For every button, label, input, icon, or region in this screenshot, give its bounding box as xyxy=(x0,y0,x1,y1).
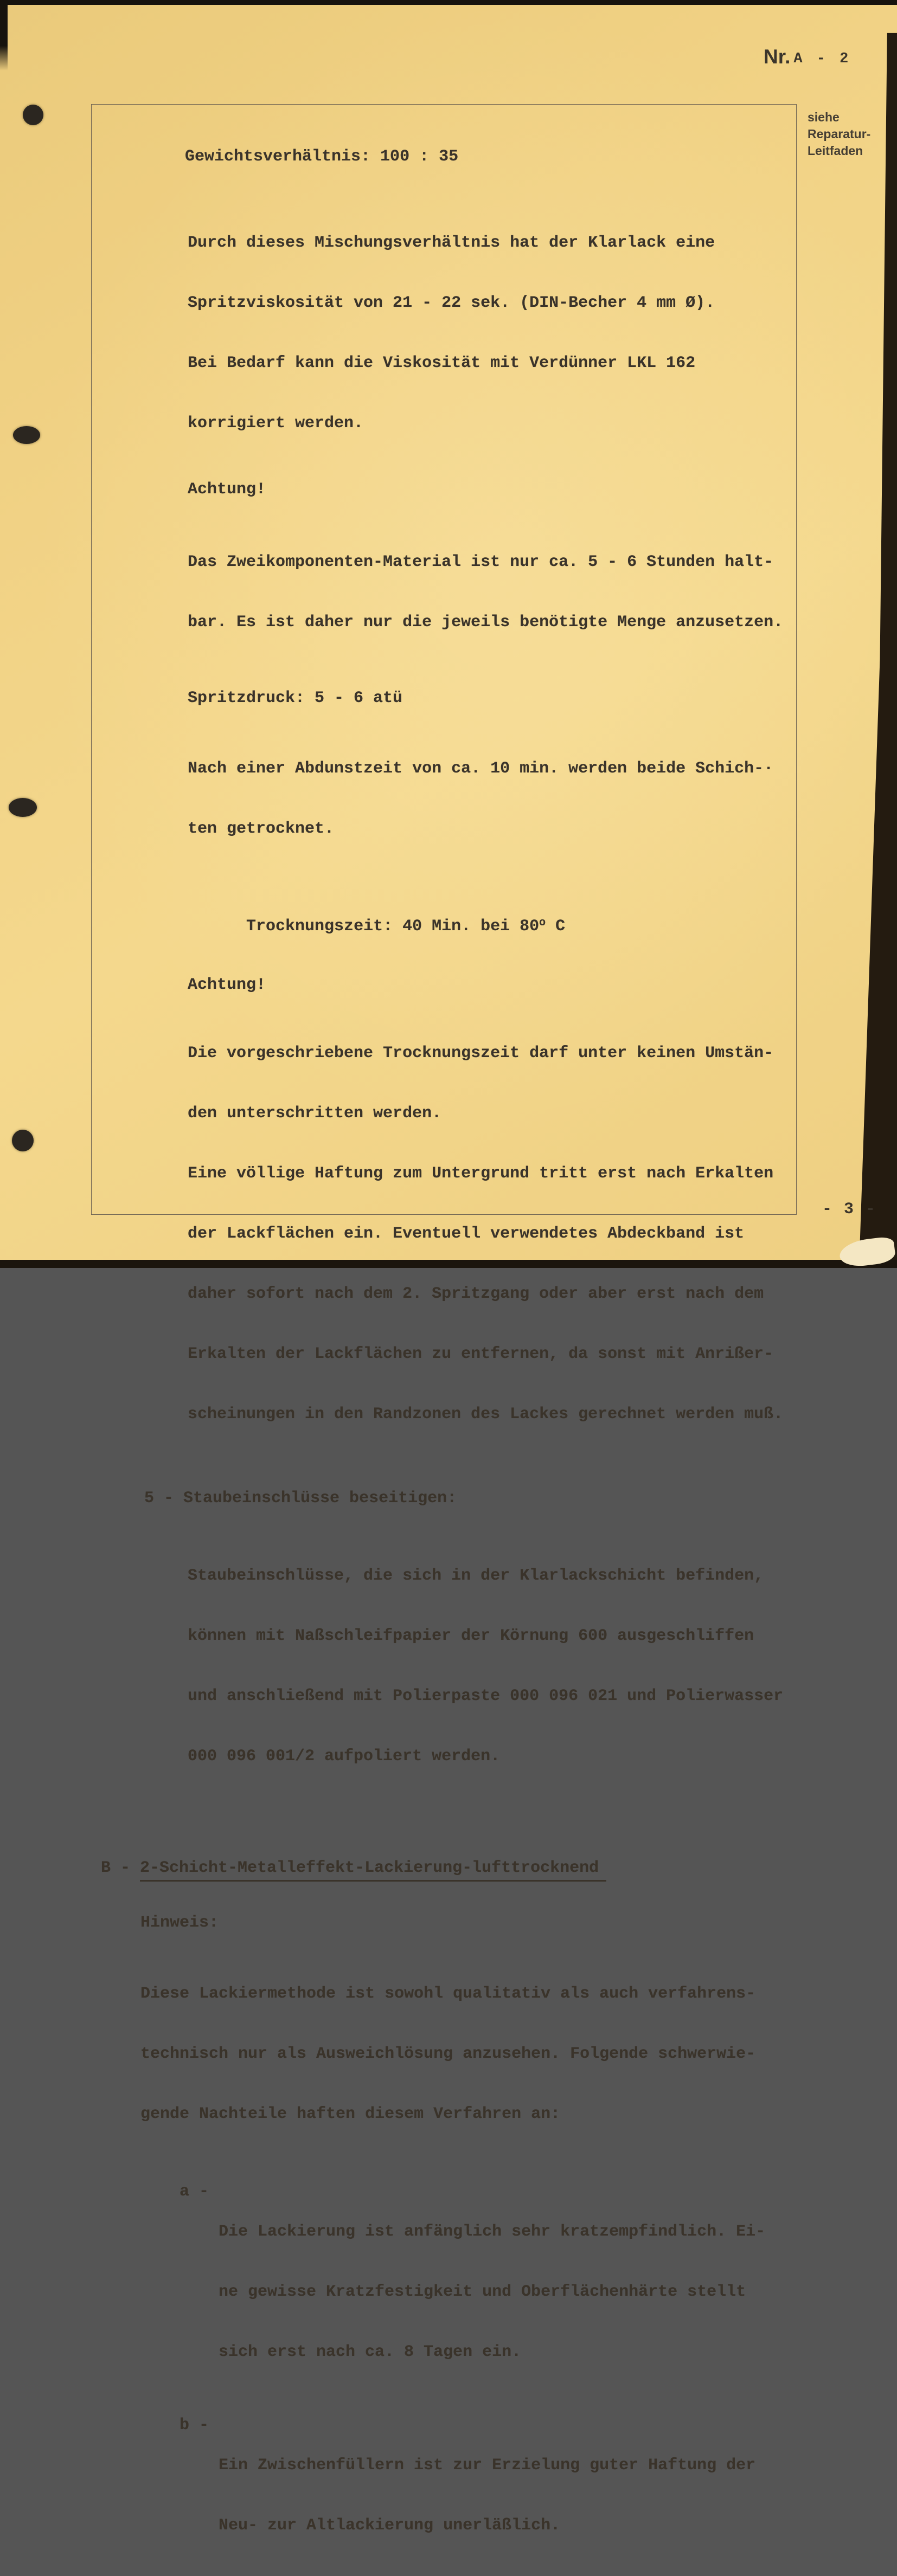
list-item-a-marker: a - xyxy=(180,2182,219,2201)
punch-hole xyxy=(13,426,40,444)
text-line: Durch dieses Mischungsverhältnis hat der Klarlack eine xyxy=(188,234,715,252)
punch-hole xyxy=(12,1130,34,1151)
punch-hole xyxy=(23,105,43,125)
text-line: können mit Naßschleifpapier der Körnung 600 ausgeschliffen xyxy=(188,1627,754,1645)
note-paragraph xyxy=(140,1944,796,2165)
text-line: Nach einer Abdunstzeit von ca. 10 min. werden beide Schich-· xyxy=(188,759,774,778)
mixing-ratio-line: Gewichtsverhältnis: 100 : 35 xyxy=(185,147,459,166)
warning-heading: Achtung! xyxy=(188,976,266,994)
list-item-b xyxy=(180,2416,796,2576)
list-item-b-body xyxy=(219,2416,755,2576)
text-line: ne gewisse Kratzfestigkeit und Oberflächenhärte stellt xyxy=(219,2283,746,2301)
doc-number-value: A - 2 xyxy=(793,51,851,67)
list-item-5-heading: 5 - Staubeinschlüsse beseitigen: xyxy=(144,1489,457,1508)
text-line: scheinungen in den Randzonen des Lackes gerechnet werden muß. xyxy=(188,1405,784,1424)
drying-time-text: Trocknungszeit: 40 Min. bei 80 xyxy=(246,917,540,936)
list-item-a xyxy=(180,2182,796,2403)
text-line: den unterschritten werden. xyxy=(188,1104,442,1123)
drying-rules-paragraph xyxy=(188,1003,796,1465)
degree-superscript: o xyxy=(539,917,546,929)
text-line: und anschließend mit Polierpaste 000 096 021 und Polierwasser xyxy=(188,1687,784,1705)
scan-edge-right xyxy=(859,0,897,1268)
punch-hole xyxy=(9,798,37,817)
text-line: Die vorgeschriebene Trocknungszeit darf unter keinen Umstän- xyxy=(188,1044,774,1062)
section-b-title: 2-Schicht-Metalleffekt-Lackierung-lufttrocknend xyxy=(140,1858,606,1882)
text-line: Bei Bedarf kann die Viskosität mit Verdünner LKL 162 xyxy=(188,354,696,372)
margin-note-line: siehe xyxy=(808,110,840,124)
viscosity-paragraph xyxy=(188,193,796,474)
text-line: Diese Lackiermethode ist sowohl qualitativ als auch verfahrens- xyxy=(140,1985,756,2003)
text-line: 000 096 001/2 aufpoliert werden. xyxy=(188,1747,501,1766)
text-line: technisch nur als Ausweichlösung anzusehen. Folgende schwerwie- xyxy=(140,2045,756,2063)
section-b-heading xyxy=(101,1858,796,1882)
text-line: korrigiert werden. xyxy=(188,414,364,433)
text-line: Das Zweikomponenten-Material ist nur ca. 5 - 6 Stunden halt- xyxy=(188,553,774,571)
text-line: gende Nachteile haften diesem Verfahren an: xyxy=(140,2105,561,2123)
margin-note-line: Leitfaden xyxy=(808,144,863,158)
pot-life-paragraph xyxy=(188,512,796,673)
page-number: - 3 - xyxy=(822,1200,877,1219)
doc-number xyxy=(764,46,851,68)
text-line: sich erst nach ca. 8 Tagen ein. xyxy=(219,2343,522,2361)
text-line: Neu- zur Altlackierung unerläßlich. xyxy=(219,2516,561,2535)
text-line: daher sofort nach dem 2. Spritzgang oder aber erst nach dem xyxy=(188,1285,764,1303)
dust-removal-paragraph xyxy=(188,1526,796,1807)
doc-number-label: Nr. xyxy=(764,46,791,68)
content-frame xyxy=(91,104,797,2535)
margin-note xyxy=(808,109,870,159)
margin-note-line: Reparatur- xyxy=(808,127,871,141)
text-line: Staubeinschlüsse, die sich in der Klarlackschicht befinden, xyxy=(188,1567,764,1585)
flash-off-paragraph xyxy=(188,719,796,879)
text-line: Die Lackierung ist anfänglich sehr kratzempfindlich. Ei- xyxy=(219,2223,766,2241)
scan-edge-left xyxy=(0,0,8,70)
text-line: Spritzviskosität von 21 - 22 sek. (DIN-Becher 4 mm Ø). xyxy=(188,294,715,312)
list-item-a-body xyxy=(219,2182,765,2403)
text-line: Erkalten der Lackflächen zu entfernen, da sonst mit Anrißer- xyxy=(188,1345,774,1363)
text-line: Ein Zwischenfüllern ist zur Erzielung guter Haftung der xyxy=(219,2456,756,2475)
text-line: ten getrocknet. xyxy=(188,820,335,838)
note-label: Hinweis: xyxy=(140,1914,219,1932)
text-line: bar. Es ist daher nur die jeweils benötigte Menge anzusetzen. xyxy=(188,613,784,632)
warning-heading: Achtung! xyxy=(188,480,266,499)
drying-time-line xyxy=(188,893,796,957)
section-b-marker: B - xyxy=(101,1859,140,1877)
drying-time-unit: C xyxy=(546,917,566,936)
scan-edge-top xyxy=(0,0,897,5)
spray-pressure-line: Spritzdruck: 5 - 6 atü xyxy=(188,689,403,707)
list-item-b-marker: b - xyxy=(180,2416,219,2435)
text-line: der Lackflächen ein. Eventuell verwendetes Abdeckband ist xyxy=(188,1225,745,1243)
text-line: Eine völlige Haftung zum Untergrund tritt erst nach Erkalten xyxy=(188,1164,774,1183)
